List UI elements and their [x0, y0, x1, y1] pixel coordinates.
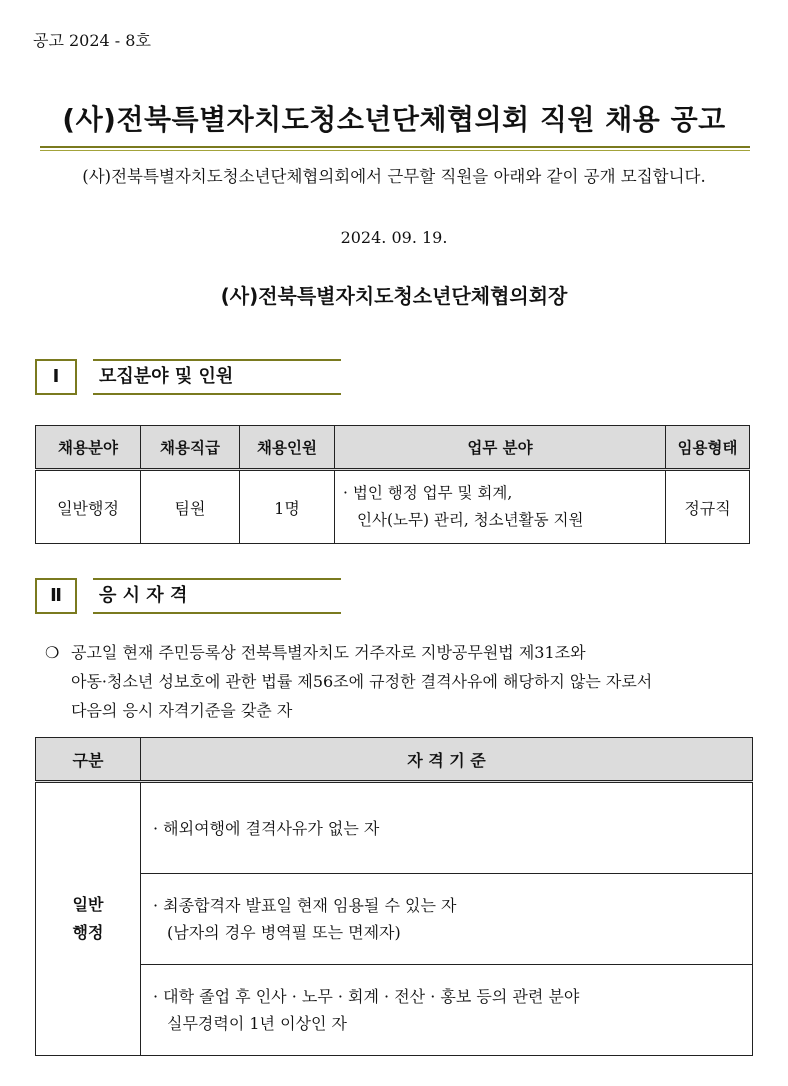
- page-title: (사)전북특별자치도청소년단체협의회 직원 채용 공고: [62, 103, 726, 136]
- criteria-cell-3: [141, 965, 753, 1056]
- duty-line-2: 인사(노무) 관리, 청소년활동 지원: [357, 511, 584, 529]
- cell-count: 1명: [240, 470, 335, 544]
- col-header-rank: 채용직급: [141, 426, 240, 470]
- criteria-3-line-2: 실무경력이 1년 이상인 자: [167, 1014, 347, 1033]
- notice-number: 공고 2024 - 8호: [33, 31, 151, 50]
- qualification-line-1: 공고일 현재 주민등록상 전북특별자치도 거주자로 지방공무원법 제31조와: [71, 643, 586, 662]
- recruitment-table: [35, 425, 750, 544]
- qualification-line-3: 다음의 응시 자격기준을 갖춘 자: [71, 701, 293, 720]
- table-header-row: [36, 426, 750, 470]
- table-header-row: [36, 738, 753, 782]
- criteria-2-line-1: · 최종합격자 발표일 현재 임용될 수 있는 자: [153, 896, 457, 915]
- cell-rank: 팀원: [141, 470, 240, 544]
- circle-bullet-icon: ❍: [45, 643, 60, 662]
- col-header-employment-type: 임용형태: [666, 426, 750, 470]
- cell-category: [36, 782, 141, 1056]
- criteria-1-line-1: · 해외여행에 결격사유가 없는 자: [153, 818, 380, 838]
- table-row: [36, 470, 750, 544]
- category-line-2: 행정: [72, 923, 104, 942]
- section2-number: Ⅱ: [35, 578, 77, 614]
- title-divider-thin: [40, 150, 750, 151]
- criteria-3-line-1: · 대학 졸업 후 인사 · 노무 · 회계 · 전산 · 홍보 등의 관련 분야: [153, 987, 580, 1006]
- col-header-category: 구분: [36, 738, 141, 782]
- col-header-duty: 업무 분야: [335, 426, 666, 470]
- table-row: [36, 874, 753, 965]
- intro-text: (사)전북특별자치도청소년단체협의회에서 근무할 직원을 아래와 같이 공개 모집합니다.: [82, 167, 706, 186]
- qualification-line-2: 아동·청소년 성보호에 관한 법률 제56조에 규정한 결격사유에 해당하지 않는 자로서: [71, 672, 653, 691]
- table-row: [36, 782, 753, 874]
- col-header-criteria: 자 격 기 준: [141, 738, 753, 782]
- qualification-paragraph: [45, 638, 755, 725]
- section1-title: 모집분야 및 인원: [93, 359, 341, 395]
- table-row: [36, 965, 753, 1056]
- organization-name: (사)전북특별자치도청소년단체협의회장: [220, 284, 568, 308]
- col-header-count: 채용인원: [240, 426, 335, 470]
- col-header-field: 채용분야: [36, 426, 141, 470]
- qualification-table: [35, 737, 753, 1056]
- section1-number: Ⅰ: [35, 359, 77, 395]
- category-line-1: 일반: [72, 895, 104, 914]
- criteria-cell-1: [141, 782, 753, 874]
- cell-employment-type: 정규직: [666, 470, 750, 544]
- duty-line-1: · 법인 행정 업무 및 회계,: [343, 484, 513, 502]
- criteria-2-line-2: (남자의 경우 병역필 또는 면제자): [167, 923, 401, 942]
- cell-duty: [335, 470, 666, 544]
- title-divider: [40, 146, 750, 148]
- section2-title: 응 시 자 격: [93, 578, 341, 614]
- notice-date: 2024. 09. 19.: [340, 228, 448, 247]
- criteria-cell-2: [141, 874, 753, 965]
- cell-field: 일반행정: [36, 470, 141, 544]
